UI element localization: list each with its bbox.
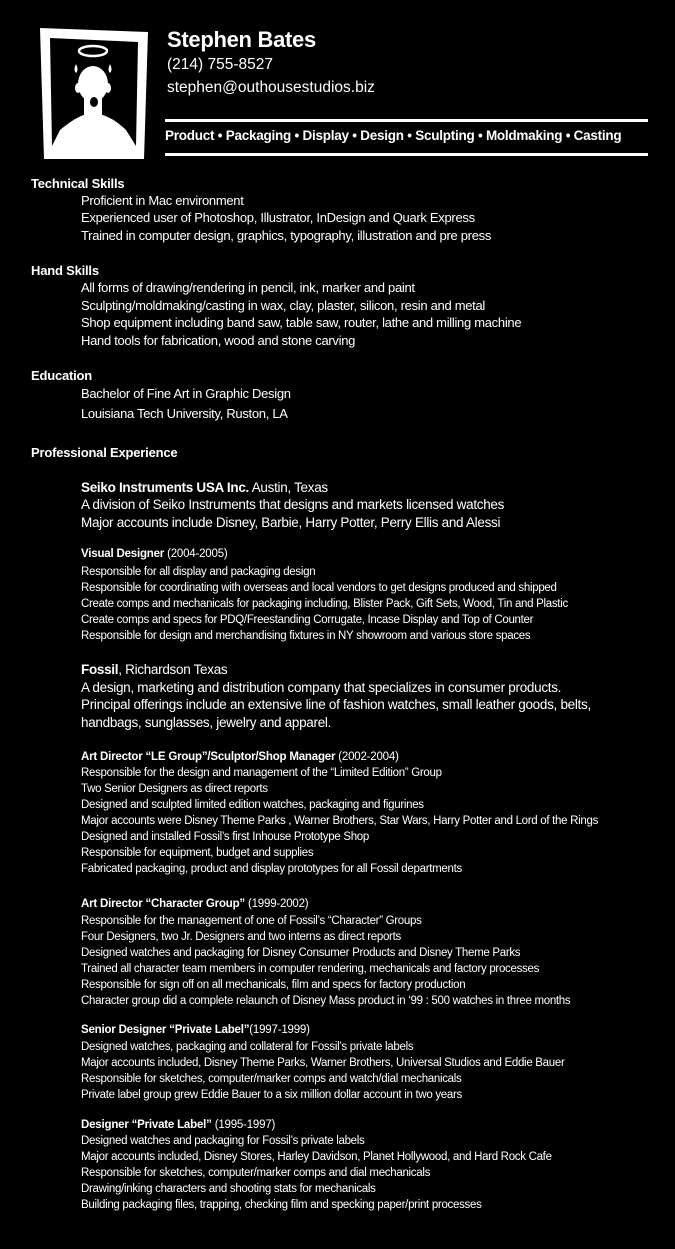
role-dates: (1999-2002): [244, 898, 309, 910]
company-fossil: [81, 662, 227, 677]
list-item: Experienced user of Photoshop, Illustrator, InDesign and Quark Express: [81, 210, 475, 225]
list-item: Character group did a complete relaunch of Disney Mass product in ‘99 : 500 watches in three months: [81, 995, 571, 1007]
company-name: Fossil: [81, 662, 119, 677]
company-description: Principal offerings include an extensive line of fashion watches, small leather goods, belts,: [81, 697, 591, 712]
list-item: Responsible for sketches, computer/marker comps and dial mechanicals: [81, 1167, 431, 1179]
list-item: Responsible for equipment, budget and supplies: [81, 847, 314, 859]
company-location: , Richardson Texas: [118, 662, 228, 677]
section-heading-hand-skills: Hand Skills: [31, 263, 99, 278]
section-heading-experience: Professional Experience: [31, 445, 178, 460]
list-item: Four Designers, two Jr. Designers and two interns as direct reports: [81, 931, 401, 943]
role-name: Senior Designer “Private Label”: [81, 1024, 250, 1036]
list-item: Responsible for the management of one of Fossil’s “Character” Groups: [81, 915, 422, 927]
company-description: Major accounts include Disney, Barbie, Harry Potter, Perry Ellis and Alessi: [81, 515, 501, 530]
phone-number: (214) 755-8527: [167, 56, 273, 73]
list-item: Designed watches and packaging for Fossil’s private labels: [81, 1135, 365, 1147]
role-dates: (1997-1999): [249, 1024, 310, 1036]
role-dates: (1995-1997): [211, 1119, 276, 1131]
role-title: [81, 898, 308, 910]
list-item: Trained in computer design, graphics, typography, illustration and pre press: [81, 228, 492, 243]
role-name: Visual Designer: [81, 548, 165, 560]
list-item: Fabricated packaging, product and display prototypes for all Fossil departments: [81, 863, 462, 875]
list-item: Major accounts included, Disney Stores, Harley Davidson, Planet Hollywood, and Hard Rock Cafe: [81, 1151, 552, 1163]
list-item: Two Senior Designers as direct reports: [81, 783, 268, 795]
list-item: Louisiana Tech University, Ruston, LA: [81, 406, 288, 421]
company-location: Austin, Texas: [249, 480, 328, 495]
list-item: All forms of drawing/rendering in pencil, ink, marker and paint: [81, 280, 415, 295]
list-item: Responsible for coordinating with overseas and local vendors to get designs produced and shipped: [81, 582, 557, 594]
company-description: A design, marketing and distribution company that specializes in consumer products.: [81, 680, 562, 695]
list-item: Sculpting/moldmaking/casting in wax, clay, plaster, silicon, resin and metal: [81, 298, 485, 313]
role-title: [81, 751, 399, 763]
list-item: Trained all character team members in computer rendering, mechanicals and factory processes: [81, 963, 540, 975]
role-title: [81, 1024, 310, 1036]
list-item: Responsible for the design and management of the “Limited Edition” Group: [81, 767, 442, 779]
role-dates: (2004-2005): [164, 548, 228, 560]
list-item: Bachelor of Fine Art in Graphic Design: [81, 386, 291, 401]
role-name: Designer “Private Label”: [81, 1119, 212, 1131]
company-name: Seiko Instruments USA Inc.: [81, 480, 249, 495]
divider-top: [165, 119, 648, 122]
services-tagline: Product • Packaging • Display • Design • Sculpting • Moldmaking • Casting: [165, 128, 622, 143]
section-heading-education: Education: [31, 368, 93, 383]
list-item: Responsible for design and merchandising fixtures in NY showroom and various store spaces: [81, 630, 531, 642]
role-name: Art Director “LE Group”/Sculptor/Shop Manager: [81, 751, 336, 763]
email-address: stephen@outhousestudios.biz: [167, 79, 375, 96]
list-item: Responsible for sign off on all mechanicals, film and specs for factory production: [81, 979, 466, 991]
role-title: [81, 1119, 275, 1131]
list-item: Drawing/inking characters and shooting stats for mechanicals: [81, 1183, 376, 1195]
list-item: Create comps and mechanicals for packaging including, Blister Pack, Gift Sets, Wood, Tin and Plastic: [81, 598, 568, 610]
list-item: Major accounts were Disney Theme Parks , Warner Brothers, Star Wars, Harry Potter and Lord of the Rings: [81, 815, 599, 827]
applicant-name: Stephen Bates: [167, 27, 316, 52]
list-item: Shop equipment including band saw, table saw, router, lathe and milling machine: [81, 315, 522, 330]
list-item: Building packaging files, trapping, checking film and specking paper/print processes: [81, 1199, 482, 1211]
list-item: Designed and installed Fossil’s first Inhouse Prototype Shop: [81, 831, 369, 843]
role-name: Art Director “Character Group”: [81, 898, 245, 910]
divider-bottom: [165, 153, 648, 156]
list-item: Responsible for sketches, computer/marker comps and watch/dial mechanicals: [81, 1073, 462, 1085]
list-item: Major accounts included, Disney Theme Parks, Warner Brothers, Universal Studios and Eddie Bauer: [81, 1057, 565, 1069]
company-description: handbags, sunglasses, jewelry and apparel.: [81, 715, 332, 730]
company-seiko: [81, 480, 328, 495]
list-item: Private label group grew Eddie Bauer to a six million dollar account in two years: [81, 1089, 462, 1101]
list-item: Designed and sculpted limited edition watches, packaging and figurines: [81, 799, 424, 811]
company-description: A division of Seiko Instruments that designs and markets licensed watches: [81, 497, 505, 512]
list-item: Responsible for all display and packaging design: [81, 566, 316, 578]
list-item: Hand tools for fabrication, wood and stone carving: [81, 333, 356, 348]
role-dates: (2002-2004): [335, 751, 399, 763]
angel-devil-portrait-logo-icon: [38, 26, 150, 161]
section-heading-technical-skills: Technical Skills: [31, 176, 125, 191]
role-title: [81, 548, 228, 560]
list-item: Designed watches, packaging and collateral for Fossil’s private labels: [81, 1041, 414, 1053]
list-item: Proficient in Mac environment: [81, 193, 244, 208]
list-item: Designed watches and packaging for Disney Consumer Products and Disney Theme Parks: [81, 947, 521, 959]
list-item: Create comps and specs for PDQ/Freestanding Corrugate, Incase Display and Top of Counter: [81, 614, 534, 626]
